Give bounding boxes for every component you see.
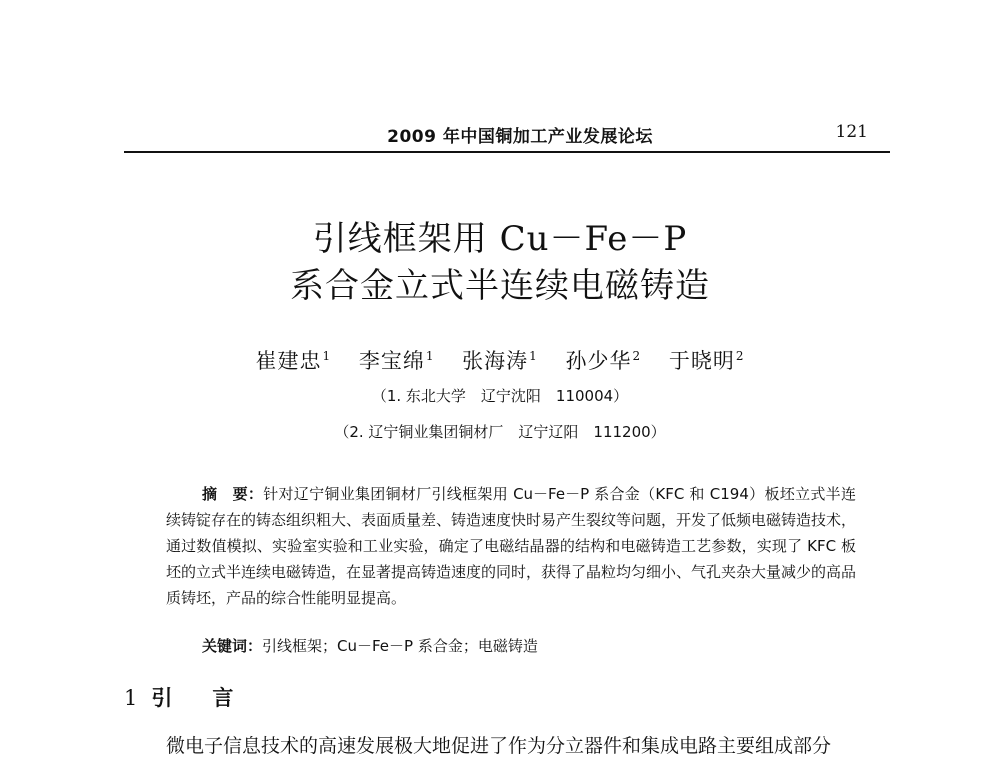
affiliation-1: （1. 东北大学 辽宁沈阳 110004） [371, 387, 629, 405]
author: 崔建忠$^1$ [255, 349, 332, 373]
header-divider [124, 151, 890, 153]
section-title-char: 引 [151, 686, 173, 710]
running-title: 2009 年中国铜加工产业发展论坛 [387, 127, 653, 147]
page-number: 121 [835, 122, 868, 142]
keywords-label: 关键词： [202, 637, 263, 655]
abstract-label: 摘 要： [202, 485, 264, 503]
author: 张海涛$^1$ [462, 349, 538, 373]
abstract [166, 481, 856, 611]
body-paragraph-line: 微电子信息技术的高速发展极大地促进了作为分立器件和集成电路主要组成部分 [166, 735, 832, 757]
section-title-char: 言 [212, 686, 234, 710]
paper-title-line-2: 系合金立式半连续电磁铸造 [290, 266, 710, 306]
keywords [202, 635, 852, 656]
abstract-text: 针对辽宁铜业集团铜材厂引线框架用 Cu－Fe－P 系合金（KFC 和 C194）板坯立式半连续铸锭存在的铸态组织粗大、表面质量差、铸造速度快时易产生裂纹等问题，开发了低频电磁铸造技术，通过数值模拟、实验室实验和工业实验，确定了电磁结晶器的结构和电磁铸造工艺参数，实现了 KFC 板坯的立式半连续电磁铸造，在显著提高铸造速度的同时，获得了晶粒均匀细小、气孔夹杂大量减少的高品质铸坯，产品的综合性能明显提高。 [166, 485, 857, 607]
affiliation-2: （2. 辽宁铜业集团铜材厂 辽宁辽阳 111200） [334, 423, 666, 441]
author-list [150, 345, 850, 375]
keywords-text: 引线框架；Cu－Fe－P 系合金；电磁铸造 [262, 637, 538, 655]
author: 于晓明$^2$ [668, 349, 745, 373]
section-number: 1 [124, 686, 138, 710]
author: 孙少华$^2$ [565, 349, 642, 373]
author: 李宝绵$^1$ [358, 349, 435, 373]
paper-title-line-1: 引线框架用 Cu－Fe－P [312, 219, 688, 259]
section-heading-introduction [124, 682, 233, 712]
